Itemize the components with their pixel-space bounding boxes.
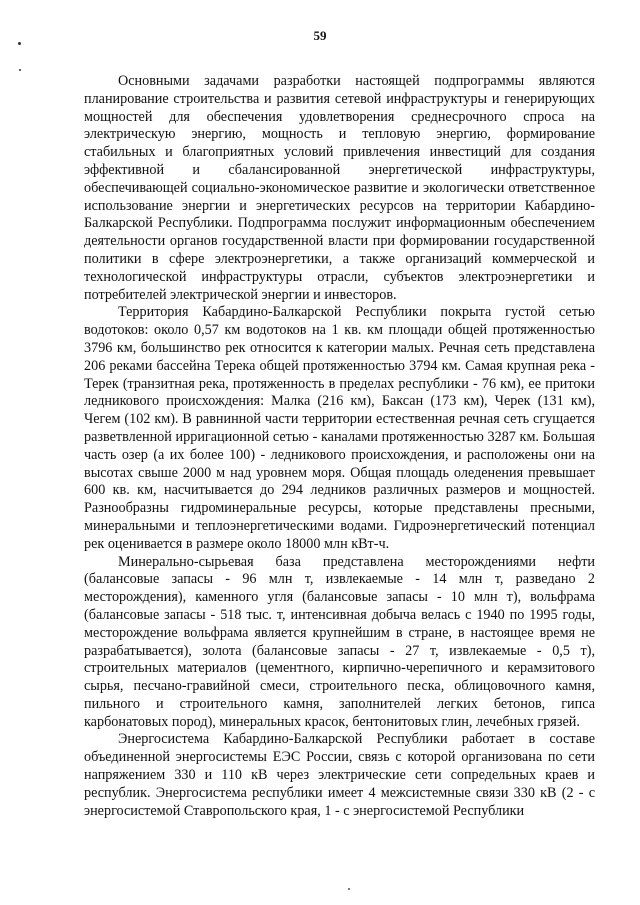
scan-specks xyxy=(18,42,28,82)
page-number: 59 xyxy=(313,28,327,43)
paragraph-mineral-resources: Минерально-сырьевая база представлена месторождениями нефти (балансовые запасы - 96 млн т, извлекаемые - 14 млн т, разведано 2 месторождения), каменного угля (балансовые запасы - 10 млн т), вольфрама (балансовые запасы - 518 тыс. т, интенсивная добыча велась с 1940 по 1995 годы, месторождение вольфрама является крупнейшим в стране, в настоящее время не разрабатывается), золота (балансовые запасы - 27 т, извлекаемые - 0,5 т), строительных материалов (цементного, кирпично-черепичного и керамзитового сырья, песчано-гравийной смеси, строительного песка, облицовочного камня, пильного и строительного камня, заполнителей легких бетонов, гипса карбонатовых пород), минеральных красок, бентонитовых глин, лечебных грязей. xyxy=(84,553,595,730)
paragraph-objectives: Основными задачами разработки настоящей подпрограммы являются планирование строительства и развития сетевой инфраструктуры и генерирующих мощностей для обеспечения удовлетворения среднесрочного спроса на электрическую энергию, мощность и тепловую энергию, формирование стабильных и благоприятных условий привлечения инвестиций для создания эффективной и сбалансированной энергетической инфраструктуры, обеспечивающей социально-экономическое развитие и экологически ответственное использование энергии и энергетических ресурсов на территории Кабардино-Балкарской Республики. Подпрограмма послужит информационным обеспечением деятельности органов государственной власти при формировании государственной политики в сфере электроэнергетики, а также организаций коммерческой и технологической инфраструктуры отрасли, субъектов электроэнергетики и потребителей электрической энергии и инвесторов. xyxy=(84,73,595,303)
body-text xyxy=(84,73,595,820)
paragraph-energy-system: Энергосистема Кабардино-Балкарской Республики работает в составе объединенной энергосистемы ЕЭС России, связь с которой организована по сети напряжением 330 и 110 кВ через электрические сети сопредельных краев и республик. Энергосистема республики имеет 4 межсистемные связи 330 кВ (2 - с энергосистемой Ставропольского края, 1 - с энергосистемой Республики xyxy=(84,731,595,819)
scan-speck xyxy=(18,42,21,45)
scan-speck xyxy=(19,69,21,71)
paragraph-water-resources: Территория Кабардино-Балкарской Республики покрыта густой сетью водотоков: около 0,57 км водотоков на 1 кв. км площади общей протяженностью 3796 км, большинство рек относится к категории малых. Речная сеть представлена 206 реками бассейна Терека общей протяженностью 3794 км. Самая крупная река - Терек (транзитная река, протяженность в пределах республики - 76 км), ее притоки ледникового происхождения: Малка (216 км), Баксан (173 км), Черек (131 км), Чегем (102 км). В равнинной части территории естественная речная сеть сгущается разветвленной ирригационной сетью - каналами протяженностью 3287 км. Большая часть озер (а их более 100) - ледникового происхождения, и расположены они на высотах свыше 2000 м над уровнем моря. Общая площадь оледенения превышает 600 кв. км, насчитывается до 294 ледников различных размеров и мощностей. Разнообразны гидроминеральные ресурсы, которые представлены пресными, минеральными и теплоэнергетическими водами. Гидроэнергетический потенциал рек оценивается в размере около 18000 млн кВт-ч. xyxy=(84,304,595,552)
scan-speck xyxy=(348,888,350,890)
